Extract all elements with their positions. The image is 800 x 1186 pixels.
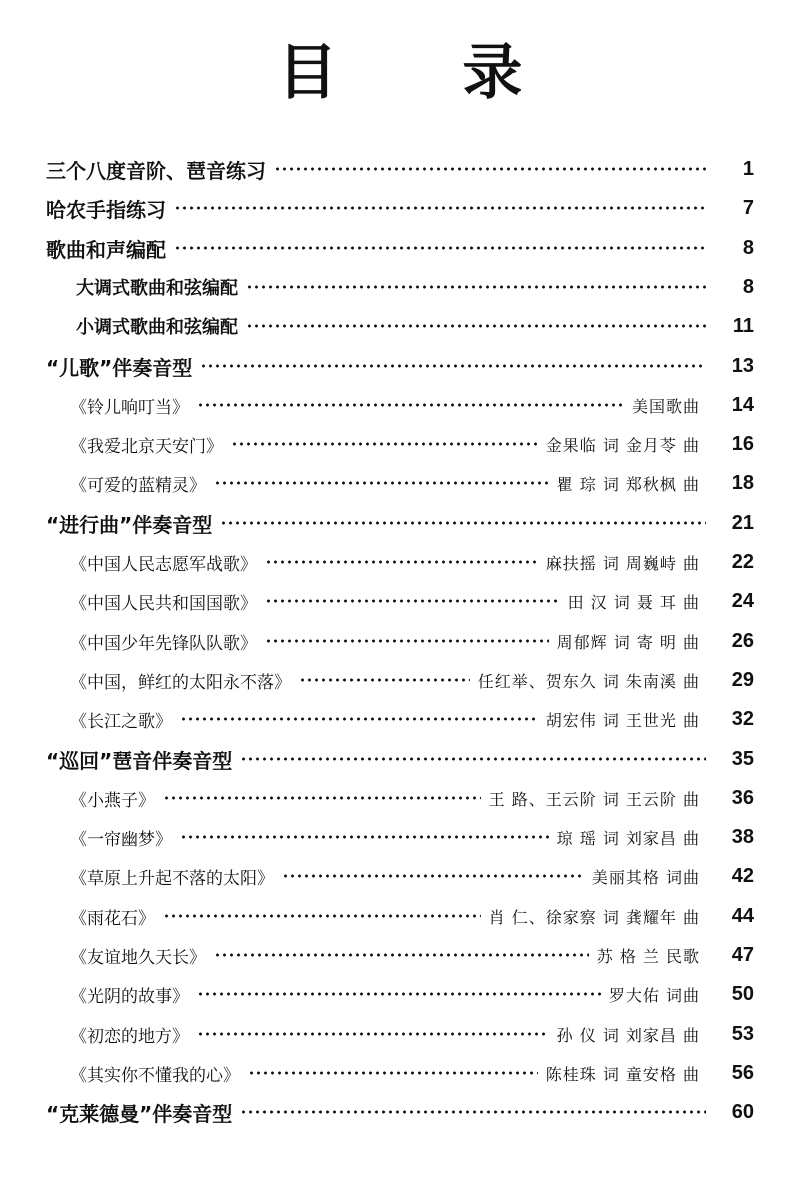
- toc-entry: [70, 1057, 754, 1089]
- page-title: 目 录: [277, 38, 575, 108]
- dot-leader: [174, 246, 706, 250]
- toc-entry-title: 《小燕子》: [70, 790, 155, 811]
- toc-entry: [70, 664, 754, 696]
- dot-leader: [265, 599, 560, 603]
- toc-entry-title: 《雨花石》: [70, 908, 155, 929]
- toc-entry-credit: 罗大佑 词曲: [608, 985, 700, 1005]
- toc-entry-credit: 任红举、贺东久 词 朱南溪 曲: [477, 671, 700, 691]
- toc-entry-page-number: 60: [731, 1100, 754, 1123]
- dot-leader: [299, 678, 470, 682]
- toc-entry-page-number: 14: [731, 393, 754, 416]
- toc-entry-credit: 王 路、王云阶 词 王云阶 曲: [488, 789, 700, 809]
- toc-entry-credit: 田 汉 词 聂 耳 曲: [567, 592, 700, 612]
- toc-entry: [76, 310, 754, 342]
- toc-entry-credit: 陈桂珠 词 童安格 曲: [545, 1064, 700, 1084]
- dot-leader: [214, 953, 589, 957]
- toc-entry-page-number: 26: [731, 629, 754, 652]
- dot-leader: [197, 992, 601, 996]
- dot-leader: [220, 521, 706, 525]
- dot-leader: [265, 560, 538, 564]
- toc-entry-page-number: 21: [731, 511, 754, 534]
- toc-entry-title: 哈农手指练习: [46, 197, 166, 222]
- toc-entry: [70, 585, 754, 617]
- toc-entry-page-number: 42: [731, 864, 754, 887]
- dot-leader: [163, 914, 481, 918]
- toc-entry-page-number: 38: [731, 825, 754, 848]
- toc-entry-title: 《草原上升起不落的太阳》: [70, 868, 274, 889]
- toc-entry-page-number: 13: [731, 354, 754, 377]
- dot-leader: [240, 757, 706, 761]
- toc-entry: [70, 546, 754, 578]
- toc-entry: [46, 1096, 754, 1128]
- toc-entry-title: 歌曲和声编配: [46, 237, 166, 262]
- dot-leader: [163, 796, 481, 800]
- toc-entry-title: 《初恋的地方》: [70, 1026, 189, 1047]
- toc-entry-title: 《中国人民志愿军战歌》: [70, 554, 257, 575]
- toc-entry-title: 《可爱的蓝精灵》: [70, 475, 206, 496]
- toc-entry: [70, 900, 754, 932]
- toc-entry-page-number: 32: [731, 707, 754, 730]
- toc-entry: [70, 782, 754, 814]
- toc-entry-title: 《其实你不懂我的心》: [70, 1065, 240, 1086]
- toc-entry-title: 《中国人民共和国国歌》: [70, 593, 257, 614]
- toc-entry-page-number: 24: [731, 589, 754, 612]
- toc-entry-title: 三个八度音阶、琶音练习: [46, 158, 266, 183]
- toc-entry-page-number: 16: [731, 432, 754, 455]
- dot-leader: [214, 481, 549, 485]
- toc-entry-credit: 金果临 词 金月苓 曲: [545, 435, 700, 455]
- toc-entry-page-number: 29: [731, 668, 754, 691]
- toc-entry-credit: 肖 仁、徐家察 词 龚耀年 曲: [488, 907, 700, 927]
- toc-entry-credit: 周郁辉 词 寄 明 曲: [556, 632, 700, 652]
- dot-leader: [240, 1110, 706, 1114]
- dot-leader: [282, 874, 584, 878]
- toc-entry-page-number: 1: [742, 157, 754, 180]
- toc-entry-page-number: 11: [732, 314, 754, 337]
- toc-entry-page-number: 36: [731, 786, 754, 809]
- toc-entry-credit: 苏 格 兰 民歌: [596, 946, 700, 966]
- toc-entry: [46, 232, 754, 264]
- dot-leader: [197, 1032, 549, 1036]
- toc-entry-title: 《一帘幽梦》: [70, 829, 172, 850]
- toc-entry-title: “进行曲”伴奏音型: [46, 512, 213, 537]
- dot-leader: [174, 206, 706, 210]
- toc-entry: [46, 350, 754, 382]
- toc-entry-title: “克莱德曼”伴奏音型: [46, 1101, 233, 1126]
- dot-leader: [231, 442, 538, 446]
- toc-entry-credit: 美国歌曲: [631, 396, 700, 416]
- toc-entry-page-number: 22: [731, 550, 754, 573]
- toc-entry-title: 《中国，鲜红的太阳永不落》: [70, 672, 291, 693]
- toc-entry: [70, 428, 754, 460]
- toc-entry-title: 《我爱北京天安门》: [70, 436, 223, 457]
- toc-entry-title: 小调式歌曲和弦编配: [76, 317, 238, 338]
- toc-entry-credit: 美丽其格 词曲: [591, 867, 700, 887]
- toc-entry: [46, 743, 754, 775]
- toc-entry-page-number: 35: [731, 747, 754, 770]
- dot-leader: [200, 364, 706, 368]
- toc-entry-page-number: 8: [742, 236, 754, 259]
- toc-entry: [46, 192, 754, 224]
- toc-entry: [70, 625, 754, 657]
- toc-entry: [46, 507, 754, 539]
- toc-entry-title: “巡回”琶音伴奏音型: [46, 748, 233, 773]
- toc-entry-title: 《长江之歌》: [70, 711, 172, 732]
- toc-entry-page-number: 56: [731, 1061, 754, 1084]
- toc-entry: [70, 467, 754, 499]
- toc-entry: [70, 389, 754, 421]
- toc-entry: [70, 1018, 754, 1050]
- dot-leader: [274, 167, 706, 171]
- toc-entry-page-number: 44: [731, 904, 754, 927]
- toc-entry-page-number: 8: [742, 275, 754, 298]
- toc-entry-title: 大调式歌曲和弦编配: [76, 278, 238, 299]
- toc-entry-title: “儿歌”伴奏音型: [46, 355, 193, 380]
- toc-entry: [70, 939, 754, 971]
- toc-entry-title: 《中国少年先锋队队歌》: [70, 633, 257, 654]
- dot-leader: [180, 835, 549, 839]
- toc-entry-credit: 麻扶摇 词 周巍峙 曲: [545, 553, 700, 573]
- toc-entry-page-number: 18: [731, 471, 754, 494]
- dot-leader: [248, 1071, 538, 1075]
- toc-entry-credit: 琼 瑶 词 刘家昌 曲: [556, 828, 700, 848]
- toc-entry: [76, 271, 754, 303]
- toc-entry-title: 《光阴的故事》: [70, 986, 189, 1007]
- toc-entry: [70, 703, 754, 735]
- toc-entry-page-number: 53: [731, 1022, 754, 1045]
- toc-entry-title: 《铃儿响叮当》: [70, 397, 189, 418]
- dot-leader: [265, 639, 549, 643]
- toc-entry-title: 《友谊地久天长》: [70, 947, 206, 968]
- toc-entry: [46, 153, 754, 185]
- dot-leader: [197, 403, 624, 407]
- toc-entry: [70, 978, 754, 1010]
- dot-leader: [246, 285, 706, 289]
- toc-entry-page-number: 50: [731, 982, 754, 1005]
- toc-entry-credit: 瞿 琮 词 郑秋枫 曲: [556, 474, 700, 494]
- dot-leader: [180, 717, 538, 721]
- dot-leader: [246, 324, 706, 328]
- toc-entry: [70, 860, 754, 892]
- toc-entry-page-number: 7: [742, 196, 754, 219]
- toc-entry: [70, 821, 754, 853]
- toc-entry-credit: 孙 仪 词 刘家昌 曲: [556, 1025, 700, 1045]
- toc-entry-page-number: 47: [731, 943, 754, 966]
- toc-entry-credit: 胡宏伟 词 王世光 曲: [545, 710, 700, 730]
